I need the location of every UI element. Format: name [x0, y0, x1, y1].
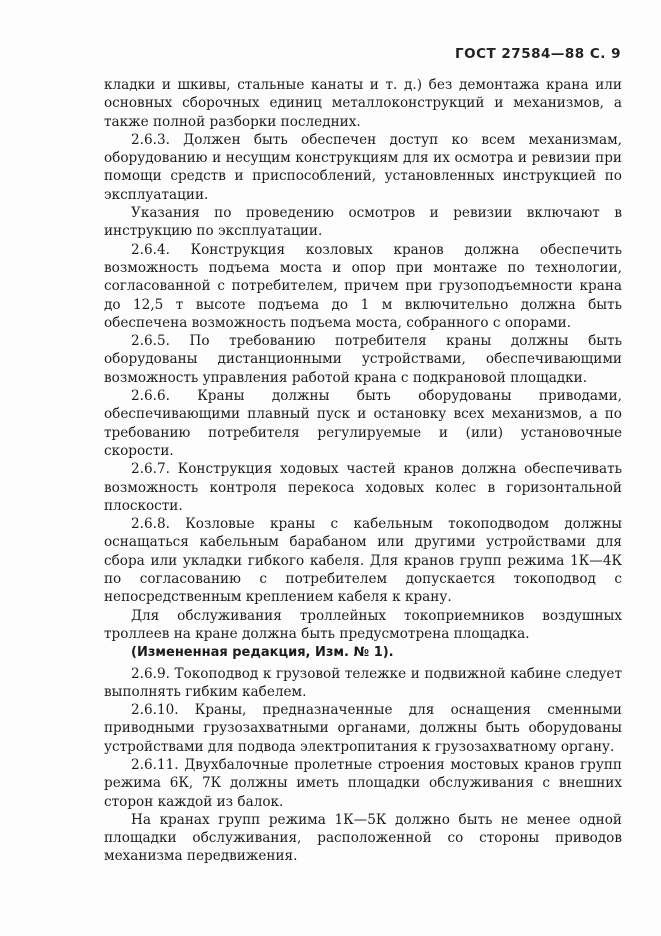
paragraph-2-6-11: 2.6.11. Двухбалочные пролетные строения мостовых кранов групп режима 6К, 7К должны иметь площадки обслуживания с внешних сторон каждой из балок. — [104, 756, 622, 810]
paragraph-2-6-4: 2.6.4. Конструкция козловых кранов должна обеспечить возможность подъема моста и опор при монтаже по технологии, согласованной с потребителем, причем при грузоподъемности крана до 12,5 т высоте подъема до 1 м включительно должна быть обеспечена возможность подъема моста, собранного с опорами. — [104, 241, 622, 331]
paragraph-2-6-5: 2.6.5. По требованию потребителя краны должны быть оборудованы дистанционными устройствами, обеспечивающими возможность управления работой крана с подкрановой площадки. — [104, 333, 622, 386]
paragraph-2-6-10: 2.6.10. Краны, предназначенные для оснащения сменными приводными грузозахватными органами, должны быть оборудованы устройствами для подвода электропитания к грузозахватному органу. — [104, 702, 622, 755]
paragraph-2-6-9: 2.6.9. Токоподвод к грузовой тележке и подвижной кабине следует выполнять гибким кабелем. — [104, 665, 622, 700]
paragraph-continuation: кладки и шкивы, стальные канаты и т. д.) без демонтажа крана или основных сборочных единиц металлоконструкций и механизмов, а также полной разборки последних. — [104, 77, 622, 130]
paragraph-2-6-3: 2.6.3. Должен быть обеспечен доступ ко всем механизмам, оборудованию и несущим конструкциям для их осмотра и ревизии при помощи средств и приспособлений, установленных инструкцией по эксплуатации. — [104, 131, 622, 203]
paragraph-trolley-platform: Для обслуживания троллейных токоприемников воздушных троллеев на кране должна быть предусмотрена площадка. — [104, 607, 622, 642]
amendment-note: (Измененная редакция, Изм. № 1). — [131, 645, 394, 661]
paragraph-service-platform: На кранах групп режима 1К—5К должно быть не менее одной площадки обслуживания, расположенной со стороны приводов механизма передвижения. — [104, 811, 622, 865]
paragraph-2-6-6: 2.6.6. Краны должны быть оборудованы приводами, обеспечивающими плавный пуск и остановку всех механизмов, а по требованию потребителя регулируемые и (или) установочные скорости. — [104, 388, 622, 459]
paragraph-inspection-note: Указания по проведению осмотров и ревизии включают в инструкцию по эксплуатации. — [104, 205, 622, 240]
paragraph-2-6-7: 2.6.7. Конструкция ходовых частей кранов должна обеспечивать возможность контроля перекоса ходовых колес в горизонтальной плоскости. — [104, 461, 622, 514]
paragraph-2-6-8: 2.6.8. Козловые краны с кабельным токоподводом должны оснащаться кабельным барабаном или другими устройствами для сбора или укладки гибкого кабеля. Для кранов групп режима 1К—4К по согласованию с потребителем допускается токоподвод с непосредственным креплением кабеля к крану. — [104, 516, 622, 606]
page-header: ГОСТ 27584—88 С. 9 — [455, 46, 621, 62]
document-body — [104, 76, 622, 866]
